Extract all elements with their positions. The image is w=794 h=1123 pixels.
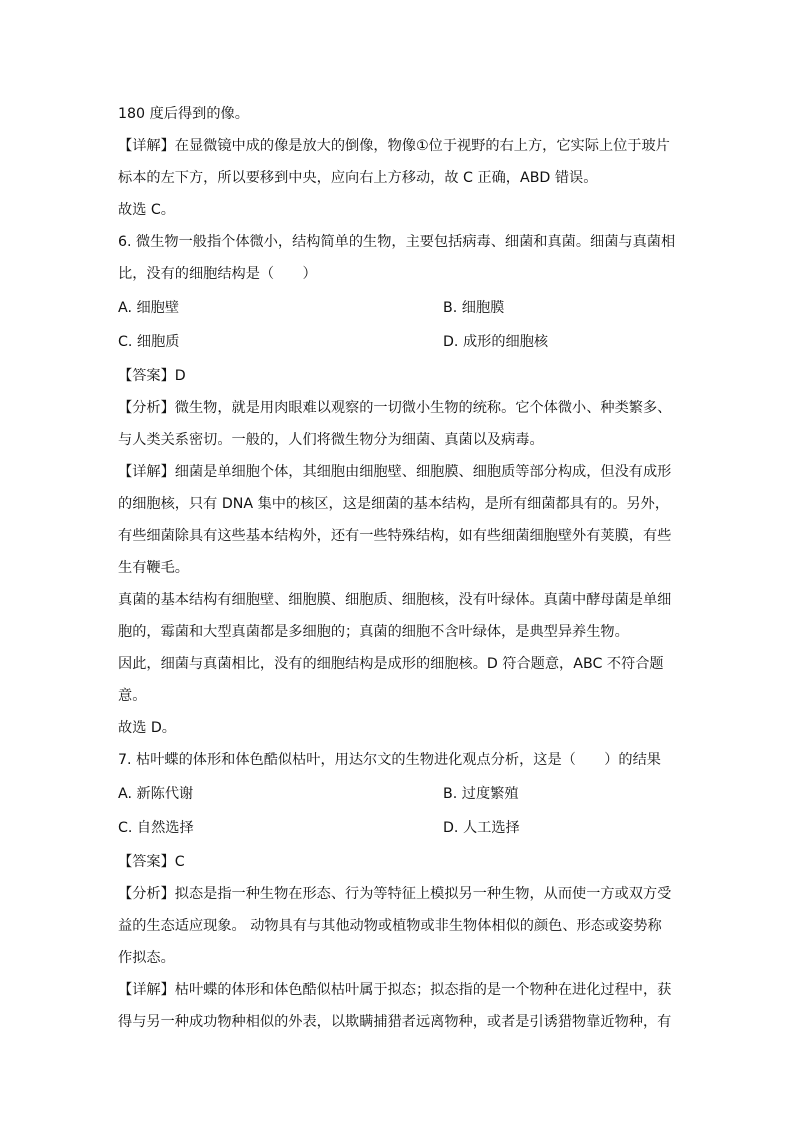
question-stem-line: 6. 微生物一般指个体微小，结构简单的生物，主要包括病毒、细菌和真菌。细菌与真菌相 [118,234,676,250]
detail-line: 【详解】细菌是单细胞个体，其细胞由细胞壁、细胞膜、细胞质等部分构成，但没有成形 [118,464,672,480]
options-row [118,778,678,810]
question-stem-line: 比，没有的细胞结构是（ ） [118,266,317,282]
option-b: B. 过度繁殖 [443,786,519,802]
option-a: A. 细胞壁 [118,300,180,316]
analysis-line: 益的生态适应现象。 动物具有与其他动物或植物或非生物体相似的颜色、形态或姿势称 [118,918,662,934]
analysis-line: 【分析】拟态是指一种生物在形态、行为等特征上模拟另一种生物，从而使一方或双方受 [118,886,672,902]
question-7 [118,744,678,1038]
question-5-explanation-tail [118,98,678,226]
analysis-line: 【分析】微生物，就是用肉眼难以观察的一切微小生物的统称。它个体微小、种类繁多、 [118,400,672,416]
detail-line: 【详解】在显微镜中成的像是放大的倒像，物像①位于视野的右上方，它实际上位于玻片 [118,138,670,154]
detail-line: 胞的，霉菌和大型真菌都是多细胞的；真菌的细胞不含叶绿体，是典型异养生物。 [118,624,629,640]
option-b: B. 细胞膜 [443,300,505,316]
options-row [118,326,678,358]
detail-line: 因此，细菌与真菌相比，没有的细胞结构是成形的细胞核。D 符合题意，ABC 不符合题 [118,656,664,672]
detail-line: 有些细菌除具有这些基本结构外，还有一些特殊结构，如有些细菌细胞壁外有荚膜，有些 [118,528,672,544]
choice-conclusion: 故选 D。 [118,720,176,736]
question-6 [118,226,678,744]
analysis-line: 与人类关系密切。一般的，人们将微生物分为细菌、真菌以及病毒。 [118,432,544,448]
document-page [118,98,678,1038]
options-row [118,292,678,324]
answer: 【答案】D [118,368,186,384]
answer: 【答案】C [118,854,185,870]
question-stem-line: 7. 枯叶蝶的体形和体色酷似枯叶，用达尔文的生物进化观点分析，这是（ ）的结果 [118,752,661,768]
option-c: C. 细胞质 [118,334,180,350]
detail-line: 得与另一种成功物种相似的外表，以欺瞒捕猎者远离物种，或者是引诱猎物靠近物种，有 [118,1014,672,1030]
detail-line: 【详解】枯叶蝶的体形和体色酷似枯叶属于拟态；拟态指的是一个物种在进化过程中，获 [118,982,672,998]
text-line: 180 度后得到的像。 [118,106,249,122]
option-d: D. 人工选择 [443,820,520,836]
detail-line: 真菌的基本结构有细胞壁、细胞膜、细胞质、细胞核，没有叶绿体。真菌中酵母菌是单细 [118,592,672,608]
options-row [118,812,678,844]
detail-line: 生有鞭毛。 [118,560,189,576]
analysis-line: 作拟态。 [118,950,175,966]
option-d: D. 成形的细胞核 [443,334,549,350]
choice-conclusion: 故选 C。 [118,202,175,218]
detail-line: 意。 [118,688,147,704]
detail-line: 的细胞核，只有 DNA 集中的核区，这是细菌的基本结构，是所有细菌都具有的。另外， [118,496,670,512]
detail-line: 标本的左下方，所以要移到中央，应向右上方移动，故 C 正确，ABD 错误。 [118,170,598,186]
option-c: C. 自然选择 [118,820,194,836]
option-a: A. 新陈代谢 [118,786,194,802]
